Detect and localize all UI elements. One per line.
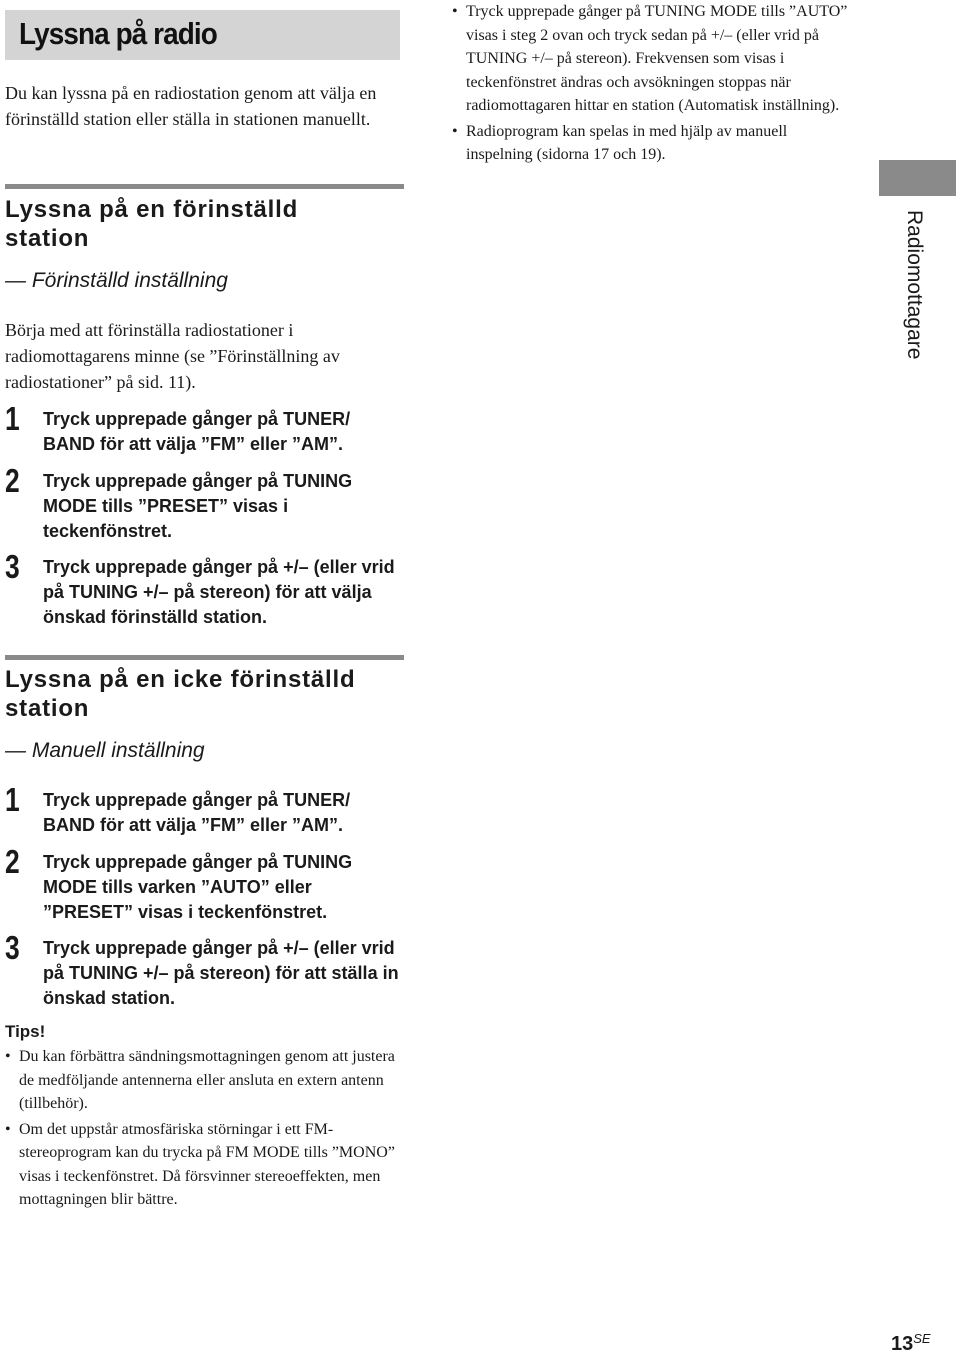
- step-text: Tryck upprepade gånger på +/– (eller vrid på TUNING +/– på stereon) för att välja önskad förinställd station.: [43, 557, 395, 627]
- step-number: 2: [5, 462, 20, 499]
- section-heading-line: station: [5, 225, 90, 252]
- steps-list-manual: [5, 781, 405, 1011]
- title-banner: [5, 10, 400, 60]
- tip-text: Om det uppstår atmosfäriska störningar i ett FM-stereoprogram kan du trycka på FM MODE tills ”MONO” visas i teckenfönstret. Då försvinner stereoeffekten, men mottagningen blir bättre.: [19, 1120, 395, 1208]
- step-item: [5, 462, 405, 555]
- step-text: Tryck upprepade gånger på +/– (eller vrid på TUNING +/– på stereon) för att ställa in önskad station.: [43, 938, 399, 1008]
- step-item: [5, 843, 405, 936]
- intro-paragraph: Du kan lyssna på en radiostation genom att välja en förinställd station eller ställa in stationen manuellt.: [5, 83, 377, 129]
- section-heading-manual: [5, 665, 405, 723]
- step-number: 3: [5, 929, 20, 966]
- tip-item: [5, 1045, 405, 1116]
- section-divider: [5, 184, 404, 189]
- tips-list: [5, 1045, 405, 1212]
- section-subheading-preset: — Förinställd inställning: [5, 269, 228, 292]
- tips-label: Tips!: [5, 1022, 46, 1041]
- step-text: Tryck upprepade gånger på TUNING MODE tills varken ”AUTO” eller ”PRESET” visas i teckenfönstret.: [43, 852, 353, 922]
- bullet-icon: •: [452, 3, 458, 20]
- section-heading-line: Lyssna på en förinställd: [5, 196, 299, 223]
- page-title: Lyssna på radio: [19, 16, 217, 51]
- section-heading-line: Lyssna på en icke förinställd: [5, 666, 356, 693]
- page-number-suffix: SE: [913, 1331, 931, 1346]
- step-text: Tryck upprepade gånger på TUNING MODE tills ”PRESET” visas i teckenfönstret.: [43, 471, 353, 541]
- section-subheading-manual: — Manuell inställning: [5, 739, 205, 762]
- note-item: [452, 120, 852, 167]
- step-item: [5, 548, 405, 630]
- side-tab-text: Radiomottagare: [903, 210, 926, 360]
- step-number: 3: [5, 548, 20, 585]
- steps-list-preset: [5, 400, 405, 630]
- note-text: Radioprogram kan spelas in med hjälp av manuell inspelning (sidorna 17 och 19).: [466, 122, 788, 163]
- step-number: 1: [5, 400, 20, 437]
- page-number: [891, 1331, 931, 1356]
- step-number: 2: [5, 843, 20, 880]
- page-number-value: 13: [891, 1333, 914, 1355]
- right-notes-list: [452, 0, 852, 167]
- section-paragraph: Börja med att förinställa radiostationer i radiomottagarens minne (se ”Förinställning av radiostationer” på sid. 11).: [5, 320, 340, 392]
- section-heading-line: station: [5, 695, 90, 722]
- bullet-icon: •: [452, 122, 458, 140]
- bullet-icon: •: [5, 1048, 11, 1065]
- note-text: Tryck upprepade gånger på TUNING MODE tills ”AUTO” visas i steg 2 ovan och tryck sedan på +/– (eller vrid på TUNING +/– på stereon). Frekvensen som visas i teckenfönstret ändras och avsökningen stoppas när radiomottagaren hittar en station (Automatisk inställning).: [466, 3, 848, 114]
- bullet-icon: •: [5, 1120, 11, 1138]
- step-item: [5, 400, 405, 469]
- step-text: Tryck upprepade gånger på TUNER/ BAND för att välja ”FM” eller ”AM”.: [43, 409, 351, 454]
- tip-text: Du kan förbättra sändningsmottagningen genom att justera de medföljande antennerna eller ansluta en extern antenn (tillbehör).: [19, 1048, 395, 1112]
- step-item: [5, 929, 405, 1011]
- step-item: [5, 781, 405, 850]
- side-tab-marker: [879, 160, 956, 196]
- tip-item: [5, 1118, 405, 1212]
- section-divider: [5, 655, 404, 660]
- note-item: [452, 0, 852, 118]
- step-number: 1: [5, 781, 20, 818]
- section-heading-preset: [5, 195, 405, 253]
- step-text: Tryck upprepade gånger på TUNER/ BAND för att välja ”FM” eller ”AM”.: [43, 790, 351, 835]
- side-tab-label: [902, 210, 930, 380]
